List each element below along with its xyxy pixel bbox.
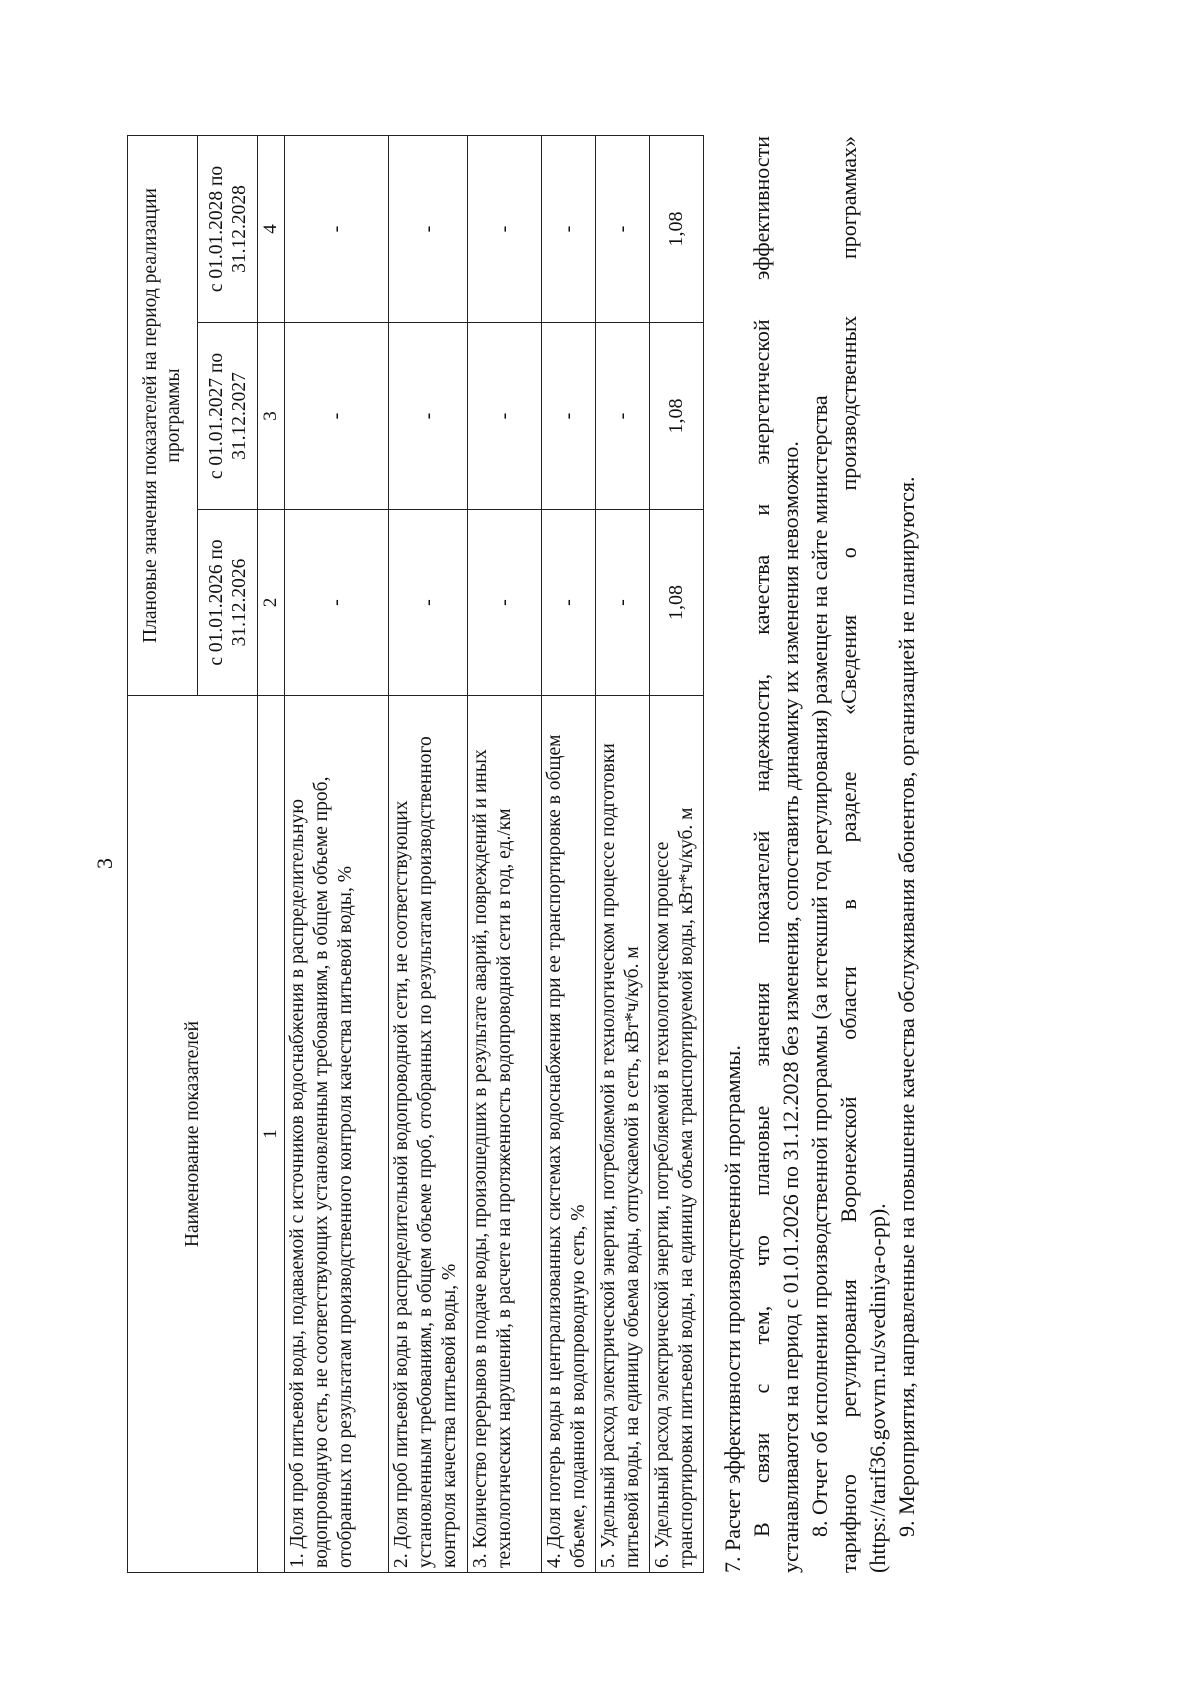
section-8-text-line: тарифного регулирования Воронежской области в разделе «Сведения о производственных программах» bbox=[836, 136, 861, 1573]
value-2027: - bbox=[389, 323, 468, 510]
value-2028: - bbox=[542, 136, 596, 323]
value-2026: - bbox=[389, 510, 468, 696]
section-7-title: 7. Расчет эффективности производственной программы. bbox=[720, 1045, 745, 1573]
header-indicator-name: Наименование показателей bbox=[128, 696, 258, 1573]
section-9-text: 9. Мероприятия, направленные на повышение качества обслуживания абонентов, организацией не планируются. bbox=[894, 476, 919, 1537]
value-2027: - bbox=[542, 323, 596, 510]
section-8-text-line: 8. Отчет об исполнении производственной программы (за истекший год регулирования) размещен на сайте министерства bbox=[807, 395, 832, 1537]
table-row bbox=[542, 136, 596, 1573]
table-row bbox=[468, 136, 542, 1573]
header-period-2028: с 01.01.2028 по 31.12.2028 bbox=[198, 136, 258, 323]
page-number: 3 bbox=[92, 858, 117, 869]
value-2028: 1,08 bbox=[650, 136, 704, 323]
section-7-text-line: устанавливаются на период с 01.01.2026 по 31.12.2028 без изменения, сопоставить динамику их изменения невозможно. bbox=[778, 441, 803, 1573]
table-row bbox=[285, 136, 389, 1573]
value-2027: 1,08 bbox=[650, 323, 704, 510]
header-period-2026: с 01.01.2026 по 31.12.2026 bbox=[198, 510, 258, 696]
value-2028: - bbox=[468, 136, 542, 323]
value-2026: - bbox=[542, 510, 596, 696]
column-number: 4 bbox=[258, 136, 285, 323]
header-planned-values: Плановые значения показателей на период реализации программы bbox=[128, 136, 198, 696]
value-2028: - bbox=[285, 136, 389, 323]
section-8-link: (https://tarif36.govvrn.ru/svediniya-o-pp). bbox=[865, 1203, 890, 1573]
value-2027: - bbox=[285, 323, 389, 510]
indicator-name: 1. Доля проб питьевой воды, подаваемой с источников водоснабжения в распределительную водопроводную сеть, не соответствующих установленным требованиям, в общем объеме проб, отобранных по результатам производственного контроля качества питьевой воды, % bbox=[285, 696, 389, 1573]
table-row bbox=[650, 136, 704, 1573]
indicator-name: 5. Удельный расход электрической энергии, потребляемой в технологическом процессе подготовки питьевой воды, на единицу объема воды, отпускаемой в сеть, кВт*ч/куб. м bbox=[596, 696, 650, 1573]
value-2027: - bbox=[468, 323, 542, 510]
indicators-table bbox=[127, 135, 704, 1573]
indicator-name: 6. Удельный расход электрической энергии, потребляемой в технологическом процессе транспортировки питьевой воды, на единицу объема транспортируемой воды, кВт*ч/куб. м bbox=[650, 696, 704, 1573]
indicator-name: 2. Доля проб питьевой воды в распределительной водопроводной сети, не соответствующих установленным требованиям, в общем объеме проб, отобранных по результатам производственного контроля качества питьевой воды, % bbox=[389, 696, 468, 1573]
indicator-name: 4. Доля потерь воды в централизованных системах водоснабжения при ее транспортировке в общем объеме, поданной в водопроводную сеть, % bbox=[542, 696, 596, 1573]
table-row bbox=[596, 136, 650, 1573]
table-row bbox=[389, 136, 468, 1573]
value-2026: - bbox=[596, 510, 650, 696]
value-2028: - bbox=[596, 136, 650, 323]
section-7-text-line: В связи с тем, что плановые значения показателей надежности, качества и энергетической эффективности bbox=[749, 136, 774, 1537]
header-period-2027: с 01.01.2027 по 31.12.2027 bbox=[198, 323, 258, 510]
column-number: 3 bbox=[258, 323, 285, 510]
column-number: 2 bbox=[258, 510, 285, 696]
body-text bbox=[718, 136, 921, 1573]
value-2026: 1,08 bbox=[650, 510, 704, 696]
value-2026: - bbox=[285, 510, 389, 696]
value-2027: - bbox=[596, 323, 650, 510]
indicator-name: 3. Количество перерывов в подаче воды, произошедших в результате аварий, повреждений и иных технологических нарушений, в расчете на протяженность водопроводной сети в год, ед./км bbox=[468, 696, 542, 1573]
value-2026: - bbox=[468, 510, 542, 696]
column-number: 1 bbox=[258, 696, 285, 1573]
value-2028: - bbox=[389, 136, 468, 323]
